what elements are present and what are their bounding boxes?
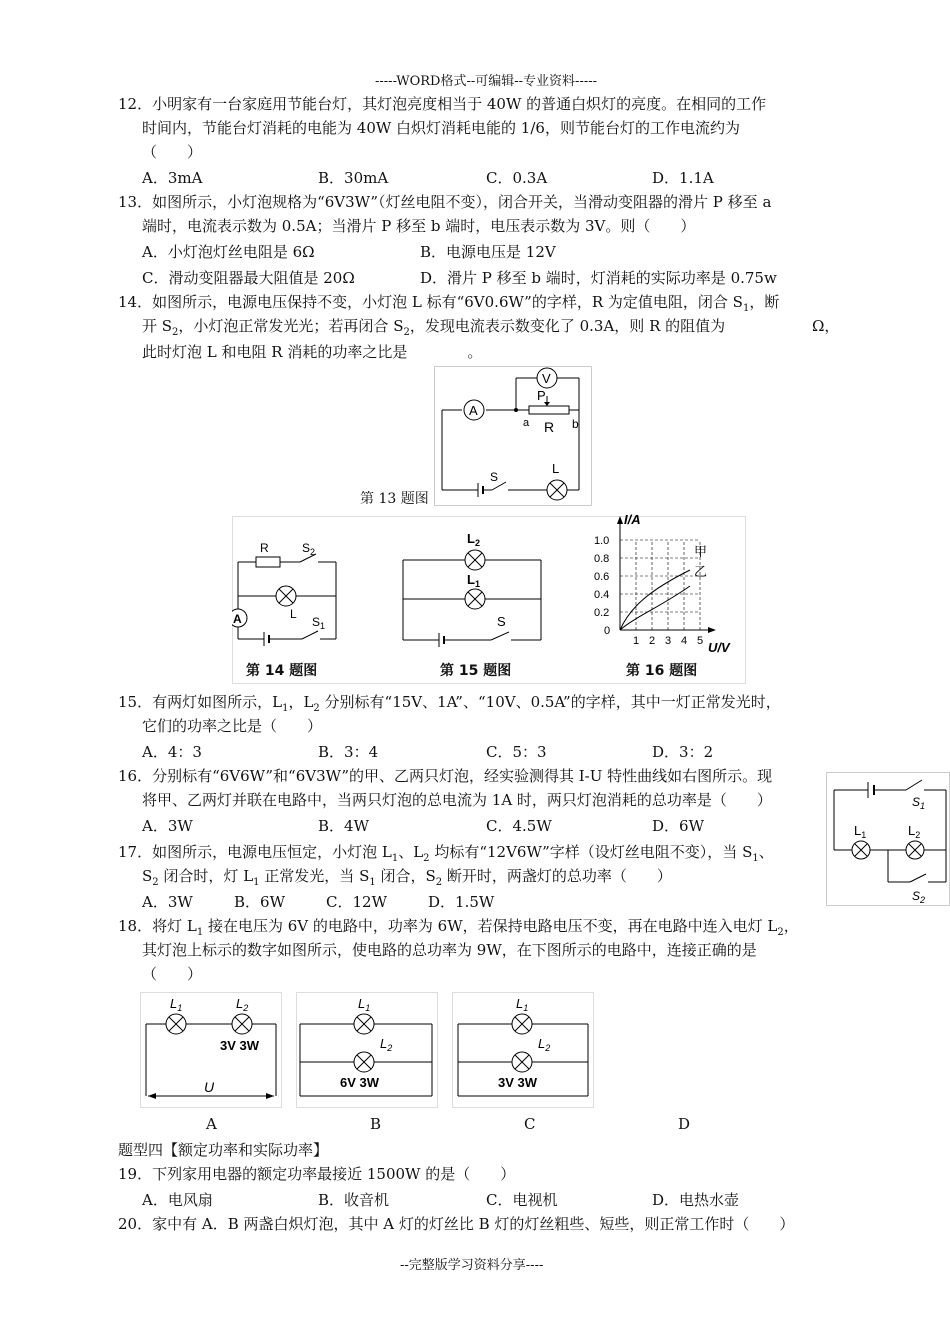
fig18b-l2-label: $L_2$ [380,1036,393,1053]
fig13-slider-label: P [537,388,546,403]
fig15-l2-label: $L_2$ [467,531,480,548]
fig15-l1-label: $L_1$ [467,572,480,589]
fig18a-voltage-label: U [204,1079,215,1095]
fig17-circuit [826,772,950,906]
fig14-s2-label: $S_2$ [302,541,316,557]
q16-option-c: C．4.5W [486,817,552,835]
q14-line1: 14．如图所示，电源电压保持不变，小灯泡 L 标有“6V0.6W”的字样，R 为定值电阻，闭合 $S_1$，断 [118,293,780,314]
q19-option-d: D．电热水壶 [652,1191,740,1209]
fig18a-rating: 3V 3W [220,1038,260,1053]
fig17-l2-label: $L_2$ [908,823,921,840]
fig16-ytick: 0.2 [594,607,610,619]
q16-line1: 16．分别标有“6V6W”和“6V3W”的甲、乙两只灯泡，经实验测得其 I-U 特性曲线如右图所示。现 [118,767,773,785]
fig14-lamp-label: L [290,607,297,621]
q13-line1: 13．如图所示，小灯泡规格为“6V3W”（灯丝电阻不变），闭合开关，当滑动变阻器的滑片 P 移至 a [118,193,772,211]
q14-line3: 此时灯泡 L 和电阻 R 消耗的功率之比是 。 [142,343,483,361]
fig13-end-a: a [523,417,530,429]
fig16-iu-graph [590,512,742,660]
q17-option-b: B．6W [234,893,285,911]
fig18c-rating: 3V 3W [498,1075,538,1090]
q15-line1: 15．有两灯如图所示，$L_1$，$L_2$ 分别标有“15V、1A”、“10V、0.5A”的字样，其中一灯正常发光时， [118,693,781,714]
fig16-caption: 第 16 题图 [626,663,698,679]
fig18-label-b: B [370,1115,382,1133]
fig13-circuit [434,366,592,506]
fig14-caption: 第 14 题图 [246,663,318,679]
q16-line2: 将甲、乙两灯并联在电路中，当两只灯泡的总电流为 1A 时，两只灯泡消耗的总功率是（ ） [142,791,772,809]
q17-line2: $S_2$ 闭合时，灯 $L_1$ 正常发光，当 $S_1$ 闭合，$S_2$ 断开时，两盏灯的总功率（ ） [142,867,672,888]
fig15-switch-label: S [497,614,506,629]
fig13-ammeter-label: A [469,403,478,418]
fig13-caption: 第 13 题图 [360,491,429,507]
q13-option-d: D．滑片 P 移至 b 端时，灯消耗的实际功率是 0.75w [420,269,777,287]
fig16-xtick: 4 [681,635,688,647]
fig13-end-b: b [572,417,579,431]
q17-option-c: C．12W [326,893,387,911]
fig17-s2-label: $S_2$ [912,889,926,905]
fig16-ytick: 0.4 [594,589,610,601]
q19-line1: 19．下列家用电器的额定功率最接近 1500W 的是（ ） [118,1165,516,1183]
fig16-xtick: 3 [665,635,672,647]
fig16-xtick: 1 [633,635,640,647]
fig16-ytick: 1.0 [594,535,610,547]
q15-option-b: B．3：4 [318,743,379,761]
fig16-ytick: 0.8 [594,553,610,565]
q18-line2: 其灯泡上标示的数字如图所示，使电路的总功率为 9W，在下图所示的电路中，连接正确的是 [142,941,757,959]
q12-line2: 时间内，节能台灯消耗的电能为 40W 白炽灯消耗电能的 1/6，则节能台灯的工作电流约为 [142,119,740,137]
fig16-ylabel: I/A [624,512,641,527]
fig16-xtick: 2 [649,635,656,647]
fig18c-l2-label: $L_2$ [538,1036,551,1053]
fig13-rheostat-label: R [544,419,555,435]
fig18-circuit-c [452,992,594,1108]
q14-ohm-unit: Ω， [812,317,840,335]
q19-option-b: B．收音机 [318,1191,390,1209]
q13-line2: 端时，电流表示数为 0.5A；当滑片 P 移至 b 端时，电压表示数为 3V。则（ ） [142,217,696,235]
fig14-s1-label: $S_1$ [312,615,326,631]
q17-option-d: D．1.5W [428,893,495,911]
q16-option-b: B．4W [318,817,369,835]
fig14-ammeter-label: A [233,612,242,626]
fig18-circuit-b [296,992,438,1108]
fig18-circuit-a [140,992,282,1108]
fig16-curve-yi [620,586,690,630]
fig15-caption: 第 15 题图 [440,663,512,679]
q15-option-c: C．5：3 [486,743,547,761]
fig18b-rating: 6V 3W [340,1075,380,1090]
q17-option-a: A．3W [142,893,193,911]
q12-line3: （ ） [142,143,203,161]
fig13-switch-label: S [490,470,499,484]
fig13-voltmeter-label: V [542,371,551,386]
q12-option-a: A．3mA [142,169,203,187]
fig18-label-d: D [678,1115,691,1133]
page-footer: --完整版学习资料分享---- [400,1258,544,1273]
q12-line1: 12．小明家有一台家庭用节能台灯，其灯泡亮度相当于 40W 的普通白炽灯的亮度。在相同的工作 [118,95,767,113]
q18-line1: 18．将灯 $L_1$ 接在电压为 6V 的电路中，功率为 6W，若保持电路电压不变，再在电路中连入电灯 $L_2$， [118,917,799,938]
fig16-origin: 0 [604,625,611,637]
fig18b-l1-label: $L_1$ [358,996,371,1013]
q13-option-a: A．小灯泡灯丝电阻是 6Ω [142,243,315,261]
q20-line1: 20．家中有 A．B 两盏白炽灯泡，其中 A 灯的灯丝比 B 灯的灯丝粗些、短些，则正常工作时（ ） [118,1215,795,1233]
q19-option-c: C．电视机 [486,1191,558,1209]
q16-option-d: D．6W [652,817,704,835]
fig18a-l2-label: $L_2$ [236,996,249,1013]
fig16-ytick: 0.6 [594,571,610,583]
q15-line2: 它们的功率之比是（ ） [142,717,323,735]
fig17-l1-label: $L_1$ [854,823,867,840]
fig16-curve-jia [620,570,690,630]
fig17-s1-label: $S_1$ [912,795,926,811]
q14-line2: 开 $S_2$，小灯泡正常发光光；若再闭合 $S_2$，发现电流表示数变化了 0.3A，则 R 的阻值为 [142,317,726,338]
q12-option-d: D．1.1A [652,169,714,187]
fig14-resistor-label: R [260,541,269,555]
fig15-circuit [395,516,545,682]
fig18-label-a: A [206,1115,217,1133]
q12-option-b: B．30mA [318,169,389,187]
q17-line1: 17．如图所示，电源电压恒定，小灯泡 $L_1$、$L_2$ 均标有“12V6W”字样（设灯丝电阻不变），当 $S_1$、 [118,843,774,864]
fig16-xtick: 5 [697,635,704,647]
q13-option-c: C．滑动变阻器最大阻值是 20Ω [142,269,355,287]
q13-option-b: B．电源电压是 12V [420,243,556,261]
q18-line3: （ ） [142,965,203,983]
q16-option-a: A．3W [142,817,193,835]
q15-option-d: D．3：2 [652,743,714,761]
fig18a-l1-label: $L_1$ [170,996,183,1013]
fig14-circuit [232,516,352,682]
fig16-jia-label: 甲 [694,544,708,559]
section-title: 题型四【额定功率和实际功率】 [118,1141,329,1159]
fig18c-l1-label: $L_1$ [516,996,529,1013]
fig13-lamp-label: L [552,461,560,476]
q15-option-a: A．4：3 [142,743,202,761]
page-header: -----WORD格式--可编辑--专业资料----- [375,74,598,89]
fig16-xlabel: U/V [708,640,730,655]
q12-option-c: C．0.3A [486,169,548,187]
fig16-yi-label: 乙 [694,564,708,579]
fig18-label-c: C [524,1115,536,1133]
q19-option-a: A．电风扇 [142,1191,213,1209]
